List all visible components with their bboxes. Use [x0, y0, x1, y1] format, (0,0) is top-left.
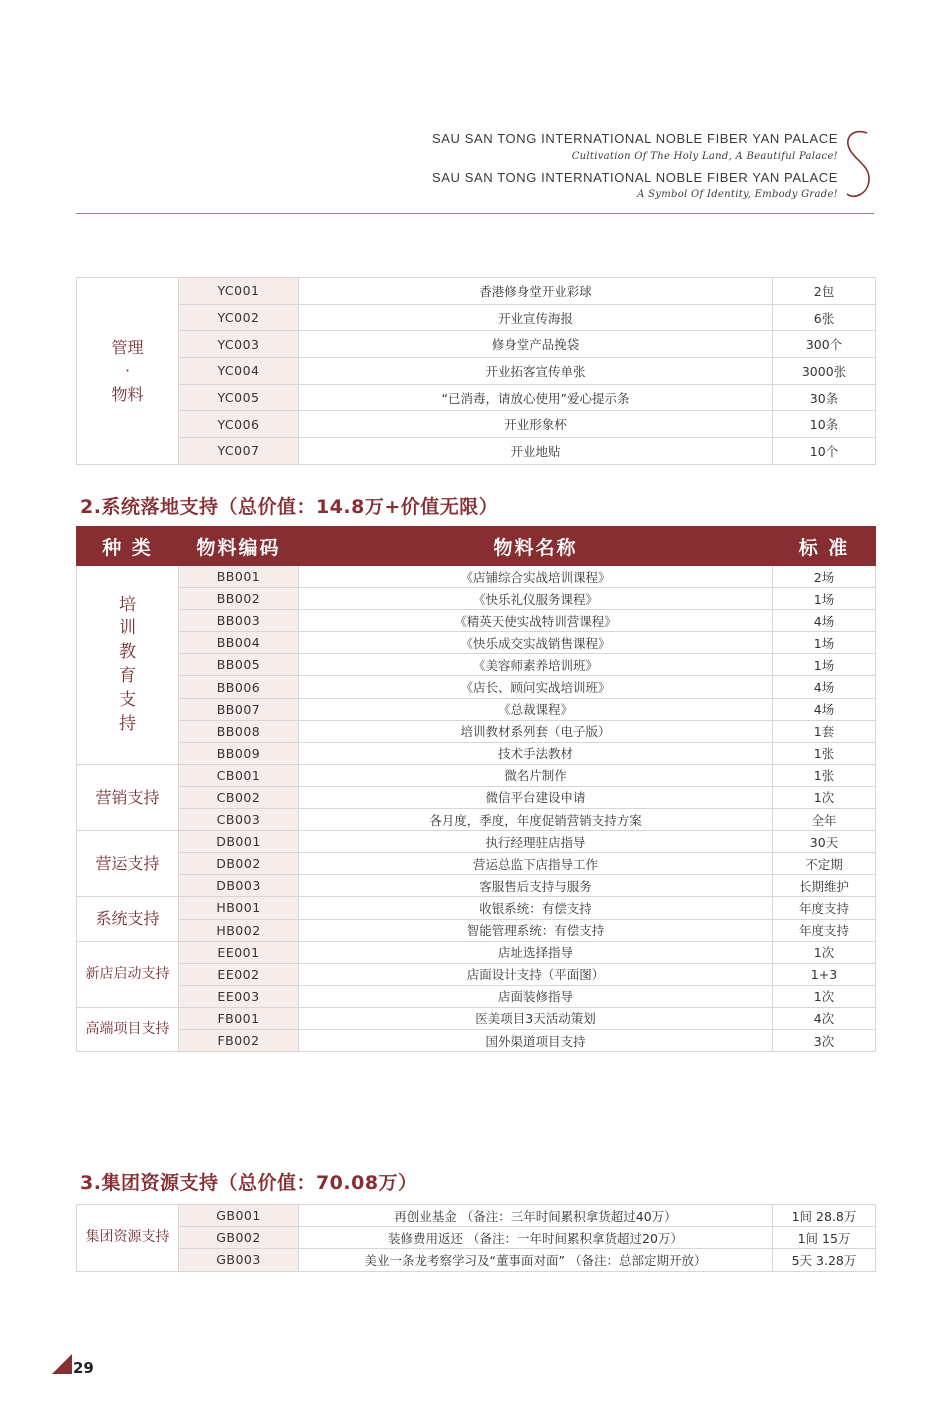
- standard-cell: 2包: [773, 278, 876, 305]
- category-cell: 管理 · 物料: [77, 278, 179, 465]
- table-row: [77, 1205, 876, 1227]
- table-row: [77, 963, 876, 985]
- name-cell: 《快乐成交实战销售课程》: [299, 632, 773, 654]
- name-cell: 收银系统：有偿支持: [299, 897, 773, 919]
- table-row: [77, 654, 876, 676]
- standard-cell: 1场: [773, 654, 876, 676]
- code-cell: BB006: [179, 676, 299, 698]
- table-row: [77, 853, 876, 875]
- code-cell: YC005: [179, 384, 299, 411]
- standard-cell: 2场: [773, 566, 876, 588]
- name-cell: 医美项目3天活动策划: [299, 1007, 773, 1029]
- table-row: [77, 411, 876, 438]
- standard-cell: 1张: [773, 742, 876, 764]
- table-row: [77, 809, 876, 831]
- name-cell: 《店长、顾问实战培训班》: [299, 676, 773, 698]
- system-support-table: [76, 526, 876, 1052]
- standard-cell: 5天 3.28万: [773, 1249, 876, 1271]
- standard-cell: 不定期: [773, 853, 876, 875]
- name-cell: 营运总监下店指导工作: [299, 853, 773, 875]
- standard-cell: 年度支持: [773, 897, 876, 919]
- standard-cell: 30天: [773, 831, 876, 853]
- code-cell: CB003: [179, 809, 299, 831]
- category-cell: 培 训 教 育 支 持: [77, 566, 179, 765]
- code-cell: BB005: [179, 654, 299, 676]
- standard-cell: 4场: [773, 676, 876, 698]
- standard-cell: 1次: [773, 786, 876, 808]
- code-cell: CB001: [179, 764, 299, 786]
- standard-cell: 全年: [773, 809, 876, 831]
- header-name: 物料名称: [299, 527, 773, 566]
- table-row: [77, 1227, 876, 1249]
- table-row: [77, 676, 876, 698]
- code-cell: HB002: [179, 919, 299, 941]
- code-cell: BB004: [179, 632, 299, 654]
- standard-cell: 4次: [773, 1007, 876, 1029]
- name-cell: “已消毒，请放心使用”爱心提示条: [299, 384, 773, 411]
- standard-cell: 300个: [773, 331, 876, 358]
- name-cell: 执行经理驻店指导: [299, 831, 773, 853]
- header-line-3: SAU SAN TONG INTERNATIONAL NOBLE FIBER YAN PALACE: [431, 170, 838, 185]
- table-row: [77, 278, 876, 305]
- code-cell: YC001: [179, 278, 299, 305]
- materials-table: [76, 277, 876, 465]
- standard-cell: 1场: [773, 632, 876, 654]
- name-cell: 《快乐礼仪服务课程》: [299, 588, 773, 610]
- name-cell: 智能管理系统：有偿支持: [299, 919, 773, 941]
- code-cell: BB007: [179, 698, 299, 720]
- table-row: [77, 566, 876, 588]
- name-cell: 微名片制作: [299, 764, 773, 786]
- standard-cell: 1间 28.8万: [773, 1205, 876, 1227]
- name-cell: 技术手法教材: [299, 742, 773, 764]
- code-cell: HB001: [179, 897, 299, 919]
- group-resources-table: [76, 1204, 876, 1272]
- standard-cell: 4场: [773, 610, 876, 632]
- s-logo-icon: [840, 128, 876, 202]
- name-cell: 店面装修指导: [299, 985, 773, 1007]
- table-row: [77, 941, 876, 963]
- code-cell: DB003: [179, 875, 299, 897]
- table-row: [77, 632, 876, 654]
- table-row: [77, 875, 876, 897]
- code-cell: EE003: [179, 985, 299, 1007]
- table-row: [77, 1029, 876, 1051]
- name-cell: 各月度，季度，年度促销营销支持方案: [299, 809, 773, 831]
- code-cell: YC007: [179, 438, 299, 465]
- code-cell: DB001: [179, 831, 299, 853]
- name-cell: 国外渠道项目支持: [299, 1029, 773, 1051]
- standard-cell: 1间 15万: [773, 1227, 876, 1249]
- name-cell: 培训教材系列套（电子版）: [299, 720, 773, 742]
- name-cell: 开业宣传海报: [299, 304, 773, 331]
- name-cell: 修身堂产品挽袋: [299, 331, 773, 358]
- table-row: [77, 438, 876, 465]
- table-row: [77, 1249, 876, 1271]
- code-cell: EE001: [179, 941, 299, 963]
- name-cell: 开业形象杯: [299, 411, 773, 438]
- code-cell: GB002: [179, 1227, 299, 1249]
- table-row: [77, 304, 876, 331]
- page-corner-icon: [52, 1354, 72, 1374]
- name-cell: 《店铺综合实战培训课程》: [299, 566, 773, 588]
- code-cell: GB003: [179, 1249, 299, 1271]
- standard-cell: 1张: [773, 764, 876, 786]
- table-row: [77, 764, 876, 786]
- standard-cell: 1+3: [773, 963, 876, 985]
- code-cell: YC003: [179, 331, 299, 358]
- code-cell: FB001: [179, 1007, 299, 1029]
- category-cell: 系统支持: [77, 897, 179, 941]
- header-line-2: Cultivation Of The Holy Land, A Beautiful Palace!: [571, 151, 838, 162]
- standard-cell: 1套: [773, 720, 876, 742]
- code-cell: EE002: [179, 963, 299, 985]
- table-row: [77, 610, 876, 632]
- table-row: [77, 897, 876, 919]
- category-cell: 高端项目支持: [77, 1007, 179, 1051]
- table-row: [77, 985, 876, 1007]
- standard-cell: 10个: [773, 438, 876, 465]
- category-cell: 营运支持: [77, 831, 179, 897]
- code-cell: BB002: [179, 588, 299, 610]
- table-row: [77, 831, 876, 853]
- standard-cell: 年度支持: [773, 919, 876, 941]
- code-cell: DB002: [179, 853, 299, 875]
- category-cell: 营销支持: [77, 764, 179, 830]
- table-row: [77, 358, 876, 385]
- standard-cell: 1次: [773, 941, 876, 963]
- header-code: 物料编码: [179, 527, 299, 566]
- standard-cell: 30条: [773, 384, 876, 411]
- name-cell: 装修费用返还 （备注：一年时间累积拿货超过20万）: [299, 1227, 773, 1249]
- table-row: [77, 919, 876, 941]
- code-cell: BB009: [179, 742, 299, 764]
- code-cell: BB003: [179, 610, 299, 632]
- header-line-1: SAU SAN TONG INTERNATIONAL NOBLE FIBER YAN PALACE: [431, 131, 838, 146]
- standard-cell: 3次: [773, 1029, 876, 1051]
- standard-cell: 6张: [773, 304, 876, 331]
- code-cell: GB001: [179, 1205, 299, 1227]
- name-cell: 店址选择指导: [299, 941, 773, 963]
- header-standard: 标 准: [773, 527, 876, 566]
- section-2-title: 2.系统落地支持（总价值：14.8万+价值无限）: [80, 496, 499, 518]
- code-cell: BB001: [179, 566, 299, 588]
- code-cell: BB008: [179, 720, 299, 742]
- standard-cell: 长期维护: [773, 875, 876, 897]
- table-row: [77, 331, 876, 358]
- name-cell: 《总裁课程》: [299, 698, 773, 720]
- standard-cell: 4场: [773, 698, 876, 720]
- name-cell: 再创业基金 （备注：三年时间累积拿货超过40万）: [299, 1205, 773, 1227]
- table-row: [77, 786, 876, 808]
- header-divider: [76, 213, 874, 214]
- code-cell: YC002: [179, 304, 299, 331]
- table-row: [77, 588, 876, 610]
- standard-cell: 1次: [773, 985, 876, 1007]
- name-cell: 香港修身堂开业彩球: [299, 278, 773, 305]
- table-row: [77, 698, 876, 720]
- header-category: 种 类: [77, 527, 179, 566]
- code-cell: YC004: [179, 358, 299, 385]
- code-cell: YC006: [179, 411, 299, 438]
- header-line-4: A Symbol Of Identity, Embody Grade!: [637, 189, 838, 200]
- name-cell: 开业地贴: [299, 438, 773, 465]
- name-cell: 微信平台建设申请: [299, 786, 773, 808]
- name-cell: 《美容师素养培训班》: [299, 654, 773, 676]
- table-row: [77, 1007, 876, 1029]
- name-cell: 客服售后支持与服务: [299, 875, 773, 897]
- category-cell: 新店启动支持: [77, 941, 179, 1007]
- name-cell: 《精英天使实战特训营课程》: [299, 610, 773, 632]
- name-cell: 店面设计支持（平面图）: [299, 963, 773, 985]
- name-cell: 美业一条龙考察学习及“董事面对面” （备注：总部定期开放）: [299, 1249, 773, 1271]
- table-row: [77, 384, 876, 411]
- code-cell: FB002: [179, 1029, 299, 1051]
- standard-cell: 10条: [773, 411, 876, 438]
- standard-cell: 3000张: [773, 358, 876, 385]
- section-3-title: 3.集团资源支持（总价值：70.08万）: [80, 1172, 418, 1194]
- table-row: [77, 742, 876, 764]
- category-cell: 集团资源支持: [77, 1205, 179, 1272]
- page-number: 29: [73, 1359, 94, 1377]
- code-cell: CB002: [179, 786, 299, 808]
- table-row: [77, 720, 876, 742]
- name-cell: 开业拓客宣传单张: [299, 358, 773, 385]
- standard-cell: 1场: [773, 588, 876, 610]
